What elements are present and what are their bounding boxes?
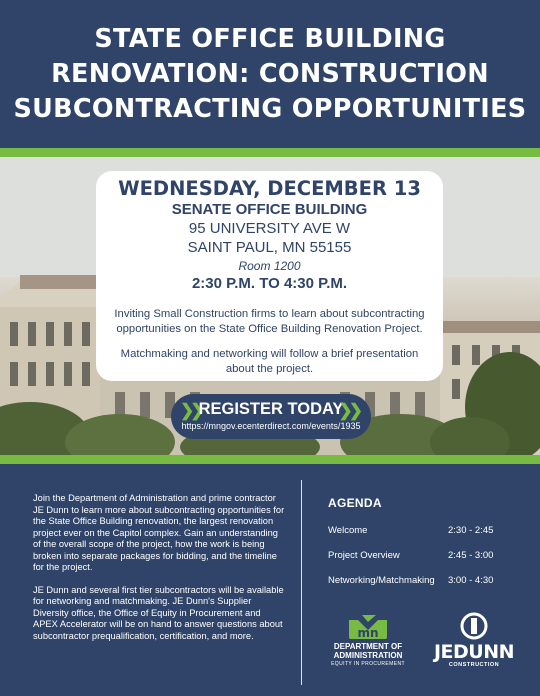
- description-paragraph-1: Join the Department of Administration and prime contractor JE Dunn to learn more about subcontracting opportunities for the State Office Building renovation, the largest renovation project ever on the Capitol complex. Gain an understanding of the overall scope of the project, how the work is being broken into separate packages for bidding, and the timeline for the project.: [33, 493, 285, 572]
- je-dunn-logo: [428, 612, 520, 672]
- je-dunn-wordmark: JEDUNN: [433, 641, 515, 663]
- matchmaking-text: Matchmaking and networking will follow a brief presentation about the project.: [120, 348, 419, 375]
- agenda-item-label: Welcome: [328, 525, 368, 536]
- je-dunn-construction: CONSTRUCTION: [448, 662, 500, 668]
- agenda-item-time: 3:00 - 4:30: [448, 575, 494, 586]
- mn-logo-icon: [348, 612, 388, 640]
- agenda-item-time: 2:45 - 3:00: [448, 550, 494, 561]
- department-of-administration-logo: [322, 612, 414, 672]
- event-details-card: [96, 171, 443, 381]
- logo-line-department: DEPARTMENT OF: [333, 642, 403, 651]
- double-chevron-icon: ❯❯: [338, 401, 359, 420]
- register-url-link[interactable]: https://mngov.ecenterdirect.com/events/1935: [181, 421, 361, 431]
- info-section: [0, 464, 540, 696]
- register-today-button[interactable]: [171, 394, 371, 439]
- title-line-1: STATE OFFICE BUILDING: [94, 24, 446, 54]
- title-line-3: SUBCONTRACTING OPPORTUNITIES: [13, 94, 527, 124]
- je-dunn-mark-icon: [459, 612, 489, 640]
- double-chevron-icon: ❯❯: [180, 401, 201, 420]
- event-building: SENATE OFFICE BUILDING: [171, 201, 368, 218]
- top-green-stripe: [0, 148, 540, 157]
- description-paragraph-2: JE Dunn and several first tier subcontractors will be available for networking and matchmaking. JE Dunn's Supplier Diversity office, the Office of Equity in Procurement and APEX Accelerator will be on hand to answer questions about subcontractor prequalification, certification, and more.: [33, 584, 284, 641]
- event-time: 2:30 P.M. TO 4:30 P.M.: [191, 275, 348, 292]
- agenda-item-label: Networking/Matchmaking: [328, 575, 435, 586]
- bottom-green-stripe: [0, 455, 540, 464]
- agenda-title: AGENDA: [328, 496, 382, 510]
- logo-line-equity: EQUITY IN PROCUREMENT: [331, 661, 405, 667]
- event-room: Room 1200: [238, 259, 301, 273]
- header-banner: [0, 0, 540, 148]
- page-title: [10, 22, 530, 127]
- event-address-line1: 95 UNIVERSITY AVE W: [188, 220, 351, 237]
- event-date: WEDNESDAY, DECEMBER 13: [118, 177, 421, 200]
- event-address-line2: SAINT PAUL, MN 55155: [187, 239, 352, 256]
- svg-text:mn: mn: [357, 626, 379, 640]
- register-label: REGISTER TODAY: [198, 400, 344, 418]
- agenda-item-label: Project Overview: [328, 550, 400, 561]
- invite-text: Inviting Small Construction firms to learn about subcontracting opportunities on the State Office Building Renovation Project.: [114, 308, 425, 335]
- description: [33, 493, 285, 653]
- agenda-item-time: 2:30 - 2:45: [448, 525, 494, 536]
- title-line-2: RENOVATION: CONSTRUCTION: [51, 59, 489, 89]
- column-divider: [301, 480, 302, 685]
- logo-line-administration: ADMINISTRATION: [333, 651, 403, 660]
